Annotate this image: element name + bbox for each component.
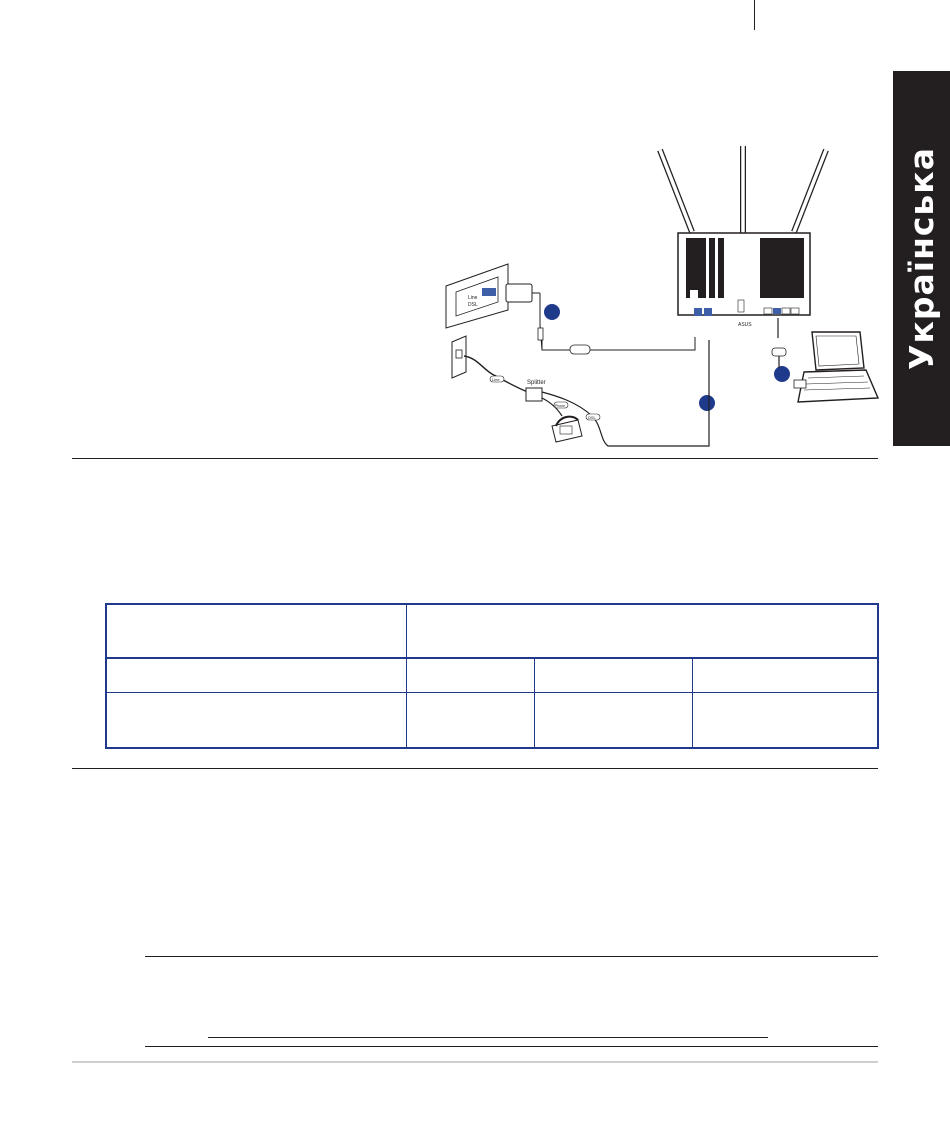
phone-jack [452,336,466,378]
table-header-cell [406,604,878,658]
outlet-plug-highlight [482,288,496,296]
laptop [794,332,878,402]
section-divider-2 [72,768,878,769]
cable-label-dsl: DSL [588,415,596,420]
router-brand: ASUS [738,322,752,328]
table-cell [692,658,878,692]
table-header-row [106,604,878,658]
note-bottom-rule [145,1046,878,1047]
cable-label-phone: Phone [555,404,566,408]
cable-label-line: Line [492,377,500,382]
table-cell [406,658,534,692]
outlet-label-line: Line [468,295,478,301]
table-cell [692,692,878,748]
telephone [552,417,582,442]
language-tab [893,71,950,446]
crop-mark [754,0,755,30]
step-marker-1 [544,304,560,320]
language-tab-label: Українська [902,147,941,370]
table-row [106,692,878,748]
splitter [464,340,709,446]
section-divider-1 [72,458,878,459]
table-cell [406,692,534,748]
connection-diagram [432,140,882,455]
power-adapter [506,284,695,354]
step-marker-2 [699,395,715,411]
table-cell [106,692,406,748]
table-cell [534,658,692,692]
table-header-cell [106,604,406,658]
table-row [106,658,878,692]
spec-table [105,603,879,749]
splitter-label: Splitter [527,380,546,386]
router [660,146,826,368]
step-marker-3 [774,366,790,382]
outlet-label-dsl: DSL [468,302,478,308]
footer-rule [72,1061,878,1063]
note-underline [208,1037,768,1038]
wall-outlet [446,264,508,328]
table-cell [534,692,692,748]
note-top-rule [145,956,878,957]
table-cell [106,658,406,692]
